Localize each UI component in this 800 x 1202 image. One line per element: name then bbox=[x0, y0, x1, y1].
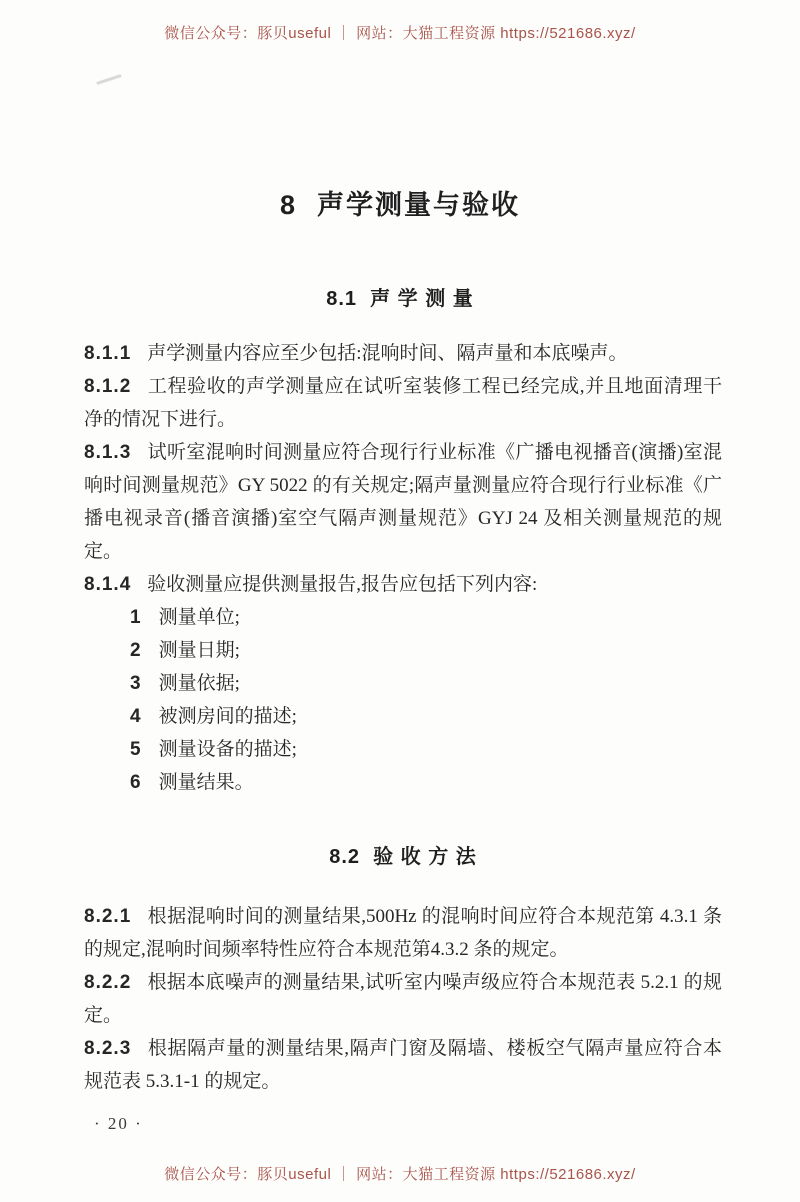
list-item-text: 测量日期; bbox=[158, 640, 240, 661]
clause-text: 根据隔声量的测量结果,隔声门窗及隔墙、楼板空气隔声量应符合本规范表 5.3.1-1 的规定。 bbox=[84, 1038, 722, 1092]
clause-8-1-3 bbox=[84, 436, 722, 568]
clause-8-1-1 bbox=[84, 337, 722, 370]
clause-text: 试听室混响时间测量应符合现行行业标准《广播电视播音(演播)室混响时间测量规范》GY 5022 的有关规定;隔声量测量应符合现行行业标准《广播电视录音(播音演播)室空气隔声测量规范》GYJ 24 及相关测量规范的规定。 bbox=[84, 442, 722, 562]
list-item-1 bbox=[84, 601, 722, 634]
section-heading-8-1: 8.1 声 学 测 量 bbox=[326, 288, 474, 310]
list-item-number: 4 bbox=[130, 706, 141, 727]
page-number: · 20 · bbox=[94, 1114, 143, 1133]
clause-number: 8.2.1 bbox=[84, 906, 132, 927]
list-item-number: 6 bbox=[130, 772, 141, 793]
clause-number: 8.2.3 bbox=[84, 1038, 132, 1059]
watermark-bottom: 微信公众号：豚贝useful ｜ 网站：大猫工程资源 https://521686.xyz/ bbox=[164, 1166, 636, 1183]
list-item-number: 1 bbox=[130, 607, 141, 628]
list-item-text: 测量结果。 bbox=[158, 772, 254, 793]
list-item-text: 测量设备的描述; bbox=[158, 739, 297, 760]
clause-text: 声学测量内容应至少包括:混响时间、隔声量和本底噪声。 bbox=[147, 343, 628, 364]
watermark-top: 微信公众号：豚贝useful ｜ 网站：大猫工程资源 https://521686.xyz/ bbox=[164, 25, 636, 42]
clause-text: 根据本底噪声的测量结果,试听室内噪声级应符合本规范表 5.2.1 的规定。 bbox=[84, 972, 722, 1026]
clause-text: 验收测量应提供测量报告,报告应包括下列内容: bbox=[147, 574, 538, 595]
list-item-4 bbox=[84, 700, 722, 733]
scan-artifact bbox=[96, 74, 122, 85]
clause-text: 工程验收的声学测量应在试听室装修工程已经完成,并且地面清理干净的情况下进行。 bbox=[84, 376, 722, 430]
chapter-title-text: 声学测量与验收 bbox=[317, 190, 521, 220]
clause-number: 8.1.2 bbox=[84, 376, 132, 397]
list-item-text: 被测房间的描述; bbox=[158, 706, 297, 727]
clause-number: 8.2.2 bbox=[84, 972, 132, 993]
section-heading-8-2: 8.2 验 收 方 法 bbox=[329, 846, 477, 868]
list-item-text: 测量依据; bbox=[158, 673, 240, 694]
clause-number: 8.1.1 bbox=[84, 343, 132, 364]
chapter-number: 8 bbox=[279, 190, 298, 220]
chapter-title bbox=[0, 183, 800, 222]
list-item-number: 5 bbox=[130, 739, 141, 760]
list-item-text: 测量单位; bbox=[158, 607, 240, 628]
clause-8-2-1 bbox=[84, 900, 722, 966]
list-item-number: 3 bbox=[130, 673, 141, 694]
document-body bbox=[0, 337, 800, 1098]
list-item-number: 2 bbox=[130, 640, 141, 661]
list-item-5 bbox=[84, 733, 722, 766]
clause-number: 8.1.4 bbox=[84, 574, 132, 595]
list-item-3 bbox=[84, 667, 722, 700]
clause-number: 8.1.3 bbox=[84, 442, 132, 463]
clause-8-1-4 bbox=[84, 568, 722, 601]
clause-8-2-3 bbox=[84, 1032, 722, 1098]
clause-8-1-2 bbox=[84, 370, 722, 436]
clause-8-2-2 bbox=[84, 966, 722, 1032]
clause-text: 根据混响时间的测量结果,500Hz 的混响时间应符合本规范第 4.3.1 条的规定,混响时间频率特性应符合本规范第4.3.2 条的规定。 bbox=[84, 906, 722, 960]
list-item-2 bbox=[84, 634, 722, 667]
list-item-6 bbox=[84, 766, 722, 799]
